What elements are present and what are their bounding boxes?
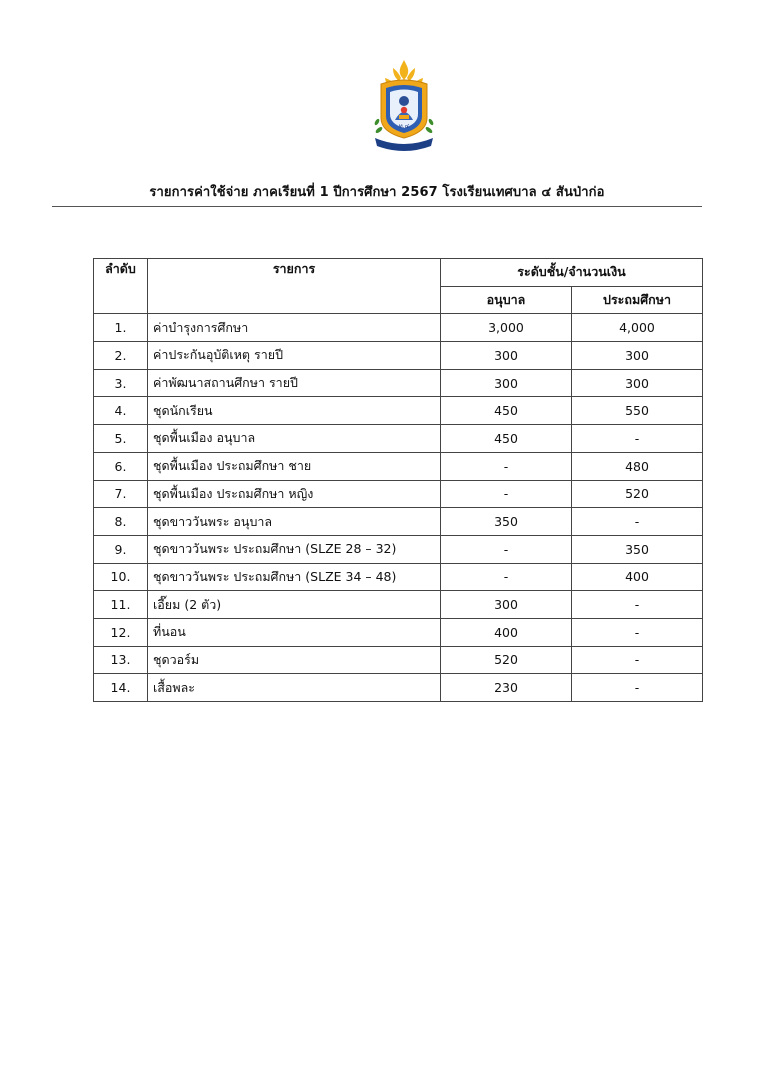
table-row bbox=[94, 369, 703, 397]
row-kindergarten-amount: - bbox=[441, 480, 572, 508]
row-index: 14. bbox=[94, 674, 148, 702]
row-item: ชุดวอร์ม bbox=[148, 646, 441, 674]
row-primary-amount: - bbox=[572, 618, 703, 646]
row-item: ชุดขาววันพระ ประถมศึกษา (SLZE 34 – 48) bbox=[148, 563, 441, 591]
row-primary-amount: 400 bbox=[572, 563, 703, 591]
row-item: ที่นอน bbox=[148, 618, 441, 646]
title-divider bbox=[52, 206, 702, 207]
column-header-group: ระดับชั้น/จำนวนเงิน bbox=[441, 259, 703, 287]
row-kindergarten-amount: 520 bbox=[441, 646, 572, 674]
row-kindergarten-amount: 230 bbox=[441, 674, 572, 702]
row-kindergarten-amount: 350 bbox=[441, 508, 572, 536]
column-header-primary: ประถมศึกษา bbox=[572, 286, 703, 314]
row-index: 12. bbox=[94, 618, 148, 646]
row-primary-amount: - bbox=[572, 425, 703, 453]
row-primary-amount: 300 bbox=[572, 342, 703, 370]
row-index: 7. bbox=[94, 480, 148, 508]
school-logo bbox=[371, 58, 437, 152]
row-kindergarten-amount: 300 bbox=[441, 369, 572, 397]
row-item: ค่าพัฒนาสถานศึกษา รายปี bbox=[148, 369, 441, 397]
column-header-item: รายการ bbox=[148, 259, 441, 314]
row-item: ชุดขาววันพระ ประถมศึกษา (SLZE 28 – 32) bbox=[148, 535, 441, 563]
row-kindergarten-amount: 450 bbox=[441, 425, 572, 453]
row-kindergarten-amount: 400 bbox=[441, 618, 572, 646]
row-primary-amount: - bbox=[572, 674, 703, 702]
table-row bbox=[94, 508, 703, 536]
row-item: ชุดพื้นเมือง อนุบาล bbox=[148, 425, 441, 453]
table-row bbox=[94, 674, 703, 702]
row-index: 9. bbox=[94, 535, 148, 563]
row-index: 5. bbox=[94, 425, 148, 453]
row-index: 1. bbox=[94, 314, 148, 342]
row-primary-amount: - bbox=[572, 591, 703, 619]
row-kindergarten-amount: - bbox=[441, 535, 572, 563]
row-item: เสื้อพละ bbox=[148, 674, 441, 702]
fees-table bbox=[93, 258, 703, 702]
row-primary-amount: 480 bbox=[572, 452, 703, 480]
row-index: 3. bbox=[94, 369, 148, 397]
table-row bbox=[94, 425, 703, 453]
row-index: 4. bbox=[94, 397, 148, 425]
row-kindergarten-amount: 3,000 bbox=[441, 314, 572, 342]
table-row bbox=[94, 314, 703, 342]
column-header-kindergarten: อนุบาล bbox=[441, 286, 572, 314]
row-primary-amount: 350 bbox=[572, 535, 703, 563]
table-row bbox=[94, 563, 703, 591]
table-row bbox=[94, 618, 703, 646]
column-header-index: ลำดับ bbox=[94, 259, 148, 314]
table-row bbox=[94, 480, 703, 508]
table-row bbox=[94, 342, 703, 370]
row-item: ชุดพื้นเมือง ประถมศึกษา ชาย bbox=[148, 452, 441, 480]
row-item: ค่าประกันอุบัติเหตุ รายปี bbox=[148, 342, 441, 370]
row-index: 8. bbox=[94, 508, 148, 536]
row-index: 10. bbox=[94, 563, 148, 591]
table-row bbox=[94, 646, 703, 674]
row-kindergarten-amount: 300 bbox=[441, 342, 572, 370]
logo-text: ท.๔ bbox=[398, 123, 410, 130]
page-title: รายการค่าใช้จ่าย ภาคเรียนที่ 1 ปีการศึกษา 2567 โรงเรียนเทศบาล ๔ สันป่าก่อ bbox=[149, 185, 605, 200]
row-primary-amount: 520 bbox=[572, 480, 703, 508]
table-body bbox=[94, 314, 703, 702]
row-kindergarten-amount: - bbox=[441, 563, 572, 591]
row-primary-amount: - bbox=[572, 508, 703, 536]
row-kindergarten-amount: 300 bbox=[441, 591, 572, 619]
row-item: ค่าบำรุงการศึกษา bbox=[148, 314, 441, 342]
row-item: เอี๊ยม (2 ตัว) bbox=[148, 591, 441, 619]
table-row bbox=[94, 397, 703, 425]
row-primary-amount: 300 bbox=[572, 369, 703, 397]
table-row bbox=[94, 591, 703, 619]
row-item: ชุดขาววันพระ อนุบาล bbox=[148, 508, 441, 536]
row-primary-amount: - bbox=[572, 646, 703, 674]
row-kindergarten-amount: 450 bbox=[441, 397, 572, 425]
row-index: 13. bbox=[94, 646, 148, 674]
row-index: 6. bbox=[94, 452, 148, 480]
row-index: 11. bbox=[94, 591, 148, 619]
row-item: ชุดพื้นเมือง ประถมศึกษา หญิง bbox=[148, 480, 441, 508]
row-kindergarten-amount: - bbox=[441, 452, 572, 480]
row-index: 2. bbox=[94, 342, 148, 370]
table-row bbox=[94, 452, 703, 480]
row-primary-amount: 550 bbox=[572, 397, 703, 425]
table-row bbox=[94, 535, 703, 563]
row-primary-amount: 4,000 bbox=[572, 314, 703, 342]
row-item: ชุดนักเรียน bbox=[148, 397, 441, 425]
